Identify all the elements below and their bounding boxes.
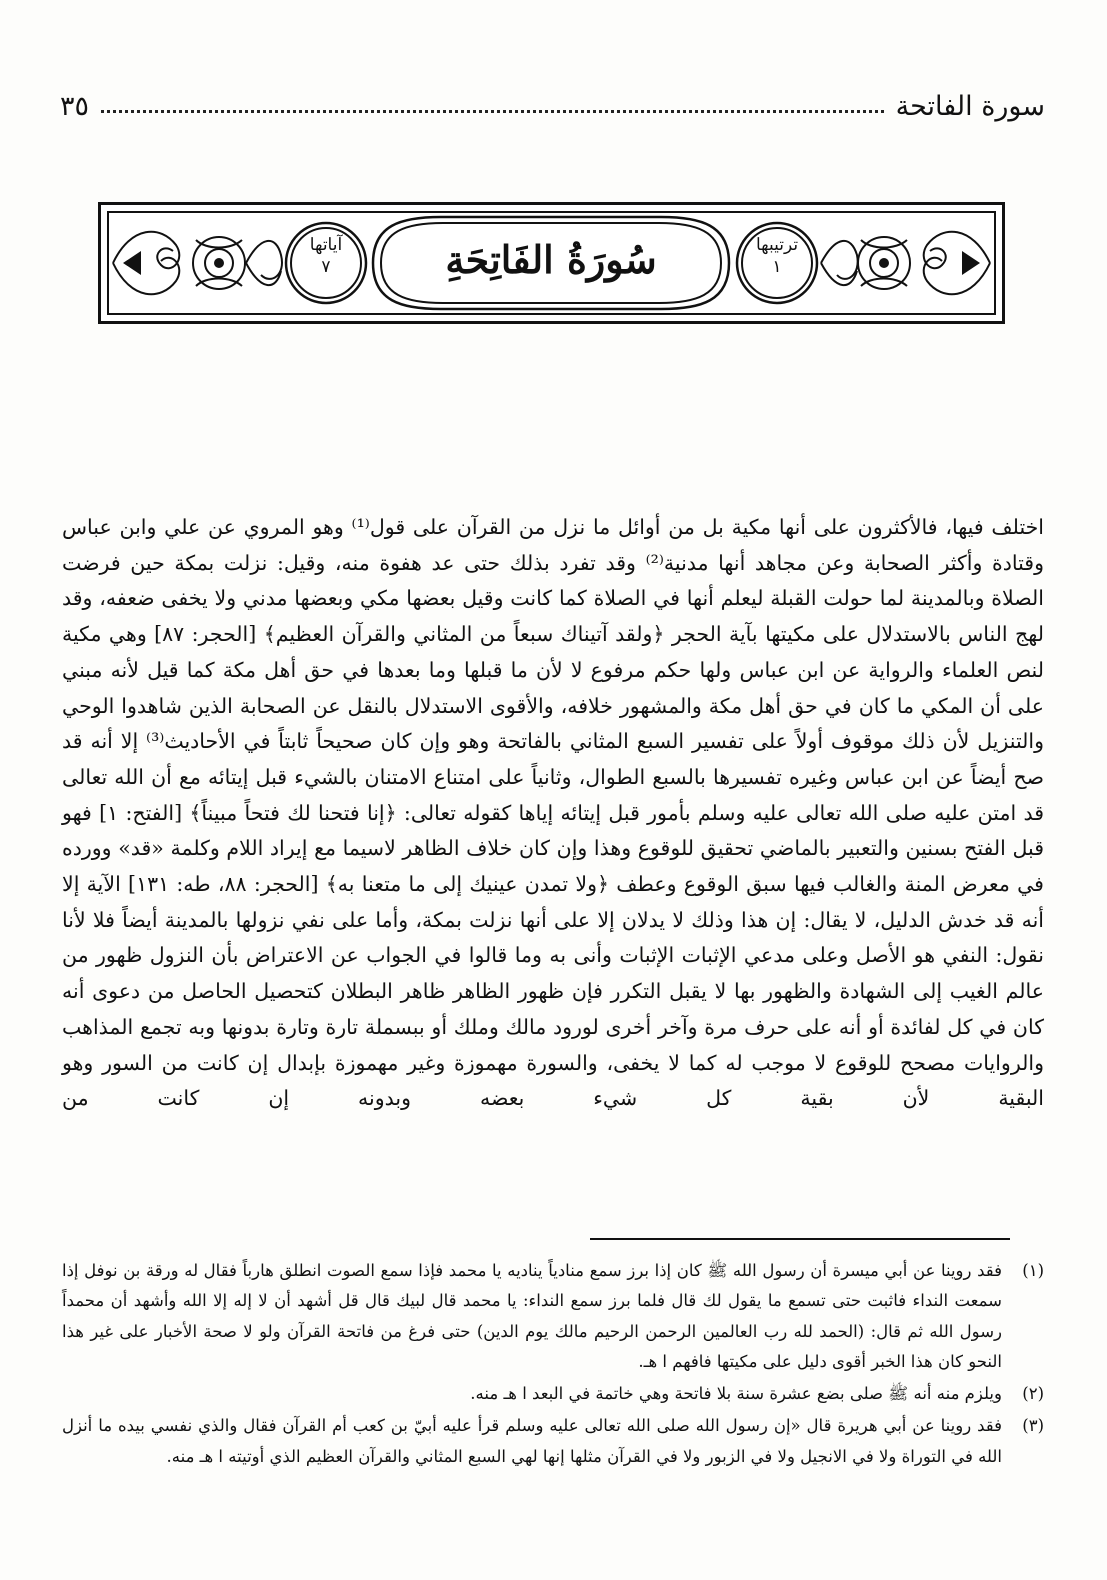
verses-value: ٧ [321,257,331,277]
order-value: ١ [772,257,782,277]
footnote-1 [62,1256,1044,1377]
footnote-text: فقد روينا عن أبي هريرة قال «إن رسول الله صلى الله تعالى عليه وسلم قرأ عليه أبيّ بن كعب أم القرآن فقال والذي نفسي بيده ما أنزل الله في التوراة ولا في الانجيل ولا في الزبور ولا في القرآن مثلها إنها لهي السبع المثاني والقرآن العظيم الذي أوتيته ا هـ منه. [62,1416,1002,1466]
commentary-paragraph: اختلف فيها، فالأكثرون على أنها مكية بل من أوائل ما نزل من القرآن على قول⁽¹⁾ وهو المروي عن علي وابن عباس وقتادة وأكثر الصحابة وعن مجاهد أنها مدنية⁽²⁾ وقد تفرد بذلك حتى عد هفوة منه، وقيل: نزلت بمكة حين فرضت الصلاة وبالمدينة لما حولت القبلة ليعلم أنها في الصلاة كما كانت وقيل بعضها مكي وبعضها مدني ولا يخفى ضعفه، وقد لهج الناس بالاستدلال على مكيتها بآية الحجر ﴿ولقد آتيناك سبعاً من المثاني والقرآن العظيم﴾ [الحجر: ٨٧] وهي مكية لنص العلماء والرواية عن ابن عباس ولها حكم مرفوع لا لأن ما قبلها وما بعدها في حق أهل مكة كما قيل لأنه مبني على أن المكي ما كان في حق أهل مكة والمشهور خلافه، والأقوى الاستدلال بالنقل عن الصحابة الذين شاهدوا الوحي والتنزيل لأن ذلك موقوف أولاً على تفسير السبع المثاني بالفاتحة وهو وإن كان صحيحاً ثابتاً في الأحاديث⁽³⁾ إلا أنه قد صح أيضاً عن ابن عباس وغيره تفسيرها بالسبع الطوال، وثانياً على امتناع الامتنان بالشيء قبل إيتائه مع أن الله تعالى قد امتن عليه صلى الله تعالى عليه وسلم بأمور قبل إيتائه إياها كقوله تعالى: ﴿إنا فتحنا لك فتحاً مبيناً﴾ [الفتح: ١] فهو قبل الفتح بسنين والتعبير بالماضي تحقيق للوقوع وهذا وإن كان خلاف الظاهر لاسيما مع إيراد اللام وكلمة «قد» وورده في معرض المنة والغالب فيها سبق الوقوع وعطف ﴿ولا تمدن عينيك إلى ما متعنا به﴾ [الحجر: ٨٨، طه: ١٣١] الآية إلا أنه قد خدش الدليل، لا يقال: إن هذا وذلك لا يدلان إلا على أنها نزلت بمكة، وأما على نفي نزولها بالمدينة أيضاً فلا لأنا نقول: النفي هو الأصل وعلى مدعي الإثبات الإثبات وأنى به وما قالوا في الجواب عن الاعتراض بأن النزول ظهور من عالم الغيب إلى الشهادة والظهور بها لا يقبل التكرر فإن ظهور الظاهر ظاهر البطلان كتحصيل الحاصل من دعوى أنه كان في كل لفائدة أو أنه على حرف مرة وآخر أخرى لورود مالك وملك أو ببسملة تارة وتارة بدونها وبه تجمع المذاهب والروايات مصحح للوقوع لا موجب له كما لا يخفى، والسورة مهموزة وغير مهموزة بإبدال إن كانت من السور وهو البقية لأن بقية كل شيء بعضه وبدونه إن كانت من [62,515,1045,1111]
header-dot-leader [101,110,884,113]
main-commentary-text [62,510,1044,1117]
order-medallion [742,234,812,278]
verses-count-medallion [291,234,361,278]
footnote-2 [62,1379,1044,1409]
surah-banner [98,202,1005,324]
footnote-number: (٣) [1022,1416,1044,1436]
footnote-number: (٢) [1022,1384,1044,1404]
footnote-3 [62,1411,1044,1472]
footnote-separator [590,1238,1010,1240]
footnote-text: فقد روينا عن أبي ميسرة أن رسول الله ﷺ كان إذا برز سمع منادياً يناديه يا محمد فإذا سمع الصوت انطلق هارباً فقال له ورقة بن نوفل إذا سمعت النداء فاثبت حتى تسمع ما يقول لك قال فلما برز سمع النداء: يا محمد قال لبيك قال قل أشهد أن لا إله إلا الله وأشهد أن محمداً رسول الله ثم قال: (الحمد لله رب العالمين الرحمن الرحيم مالك يوم الدين) حتى فرغ من فاتحة القرآن ولو لا صحة الأخبار على غير هذا النحو كان هذا الخبر أقوى دليل على مكيتها فافهم ا هـ. [62,1261,1002,1371]
footnotes [62,1256,1044,1474]
header-title: سورة الفاتحة [895,90,1045,122]
footnote-number: (١) [1022,1261,1044,1280]
verses-label: آياتها [309,235,343,255]
footnote-text: ويلزم منه أنه ﷺ صلى بضع عشرة سنة بلا فاتحة وهي خاتمة في البعد ا هـ منه. [470,1384,1002,1404]
order-label: ترتيبها [755,235,799,255]
page-number: ٣٥ [60,90,90,122]
surah-title: سُورَةُ الفَاتِحَةِ [445,237,657,282]
running-header [60,86,1045,126]
